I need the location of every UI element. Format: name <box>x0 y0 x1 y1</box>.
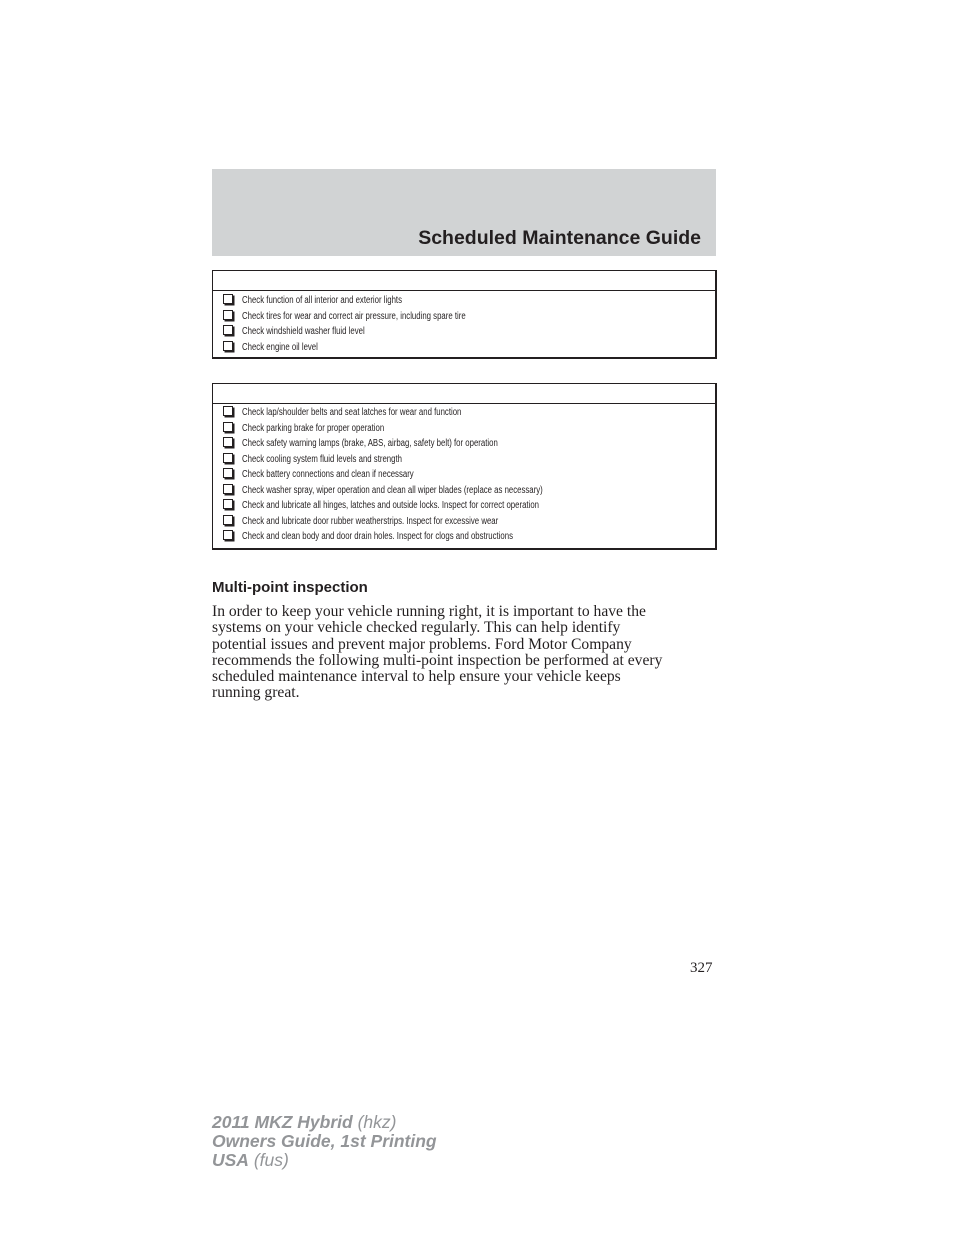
checklist-item: Check and lubricate all hinges, latches and outside locks. Inspect for correct operation <box>223 498 715 514</box>
body-line: In order to keep your vehicle running right, it is important to have the <box>212 603 646 620</box>
section-header-band <box>212 169 716 256</box>
checklist-2-items <box>213 404 715 545</box>
checkbox-icon <box>223 499 233 509</box>
body-paragraph <box>212 604 722 702</box>
checklist-item: Check parking brake for proper operation <box>223 421 715 437</box>
checklist-item: Check function of all interior and exterior lights <box>223 293 715 309</box>
checkbox-icon <box>223 341 233 351</box>
checklist-2 <box>212 383 717 550</box>
checkbox-icon <box>223 406 233 416</box>
footer-printing: Owners Guide, 1st Printing <box>212 1131 437 1151</box>
checklist-item: Check battery connections and clean if necessary <box>223 467 715 483</box>
checklist-item: Check engine oil level <box>223 340 715 356</box>
body-line: scheduled maintenance interval to help ensure your vehicle keeps <box>212 668 621 686</box>
footer-model-code: (hkz) <box>357 1112 397 1132</box>
footer-edition-info <box>212 1113 437 1170</box>
footer-line-1 <box>212 1113 437 1132</box>
checklist-item: Check washer spray, wiper operation and clean all wiper blades (replace as necessary) <box>223 483 715 499</box>
checkbox-icon <box>223 294 233 304</box>
checkbox-icon <box>223 325 233 335</box>
checkbox-icon <box>223 437 233 447</box>
page-number: 327 <box>690 960 713 976</box>
checkbox-icon <box>223 530 233 540</box>
body-line: running great. <box>212 684 300 702</box>
section-heading: Multi-point inspection <box>212 579 368 596</box>
body-line: systems on your vehicle checked regularly. This can help identify <box>212 619 621 637</box>
checklist-2-header <box>213 384 715 404</box>
footer-market: USA <box>212 1150 249 1170</box>
checkbox-icon <box>223 310 233 320</box>
checklist-item: Check and clean body and door drain holes. Inspect for clogs and obstructions <box>223 529 715 545</box>
checkbox-icon <box>223 422 233 432</box>
checklist-1-header <box>213 271 715 291</box>
footer-model: 2011 MKZ Hybrid <box>212 1112 353 1132</box>
body-line: potential issues and prevent major problems. Ford Motor Company <box>212 635 632 653</box>
checklist-item: Check lap/shoulder belts and seat latches for wear and function <box>223 405 715 421</box>
footer-line-3 <box>212 1151 437 1170</box>
checklist-item: Check safety warning lamps (brake, ABS, airbag, safety belt) for operation <box>223 436 715 452</box>
body-line: recommends the following multi-point inspection be performed at every <box>212 651 663 669</box>
checklist-item: Check tires for wear and correct air pressure, including spare tire <box>223 309 715 325</box>
checklist-item: Check and lubricate door rubber weatherstrips. Inspect for excessive wear <box>223 514 715 530</box>
checklist-item: Check windshield washer fluid level <box>223 324 715 340</box>
checkbox-icon <box>223 484 233 494</box>
footer-line-2 <box>212 1132 437 1151</box>
checklist-item: Check cooling system fluid levels and strength <box>223 452 715 468</box>
page-title: Scheduled Maintenance Guide <box>418 227 701 249</box>
footer-market-code: (fus) <box>253 1150 289 1170</box>
checklist-1 <box>212 270 717 359</box>
checkbox-icon <box>223 453 233 463</box>
checklist-1-items <box>213 291 715 355</box>
checkbox-icon <box>223 515 233 525</box>
checkbox-icon <box>223 468 233 478</box>
